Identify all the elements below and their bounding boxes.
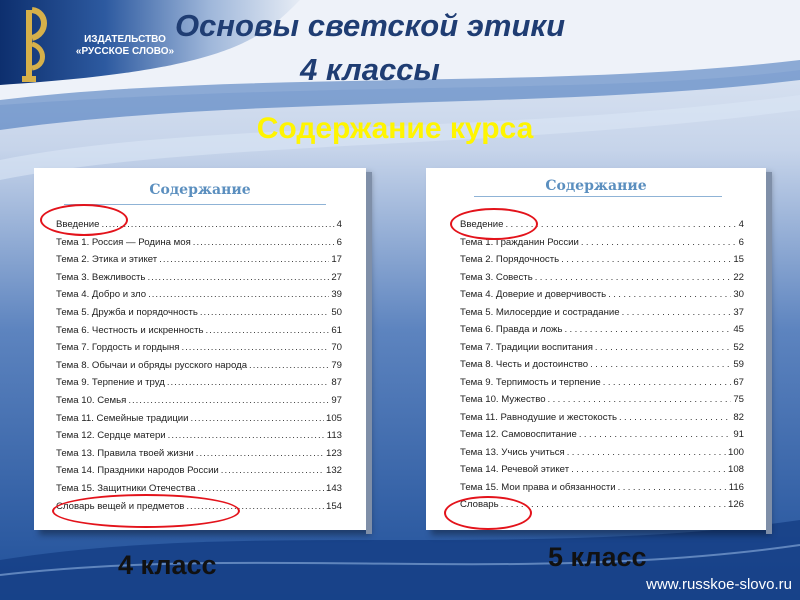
- heading-rule: [474, 196, 722, 197]
- toc-entry: [56, 304, 342, 322]
- toc-entry-page: 82: [733, 411, 744, 423]
- toc-entry-page: 6: [336, 236, 342, 248]
- toc-entry: [56, 374, 342, 392]
- toc-entry-title: Тема 6. Правда и ложь: [460, 324, 563, 335]
- toc-entry: [460, 461, 744, 479]
- website-link[interactable]: www.russkoe-slovo.ru: [646, 576, 792, 593]
- highlight-oval-intro: [450, 208, 538, 240]
- toc-entry-page: 143: [325, 482, 342, 494]
- toc-leader-dots: [548, 391, 732, 409]
- toc-entry-title: Тема 1. Гражданин России: [460, 236, 579, 248]
- toc-leader-dots: [168, 427, 325, 445]
- toc-leader-dots: [561, 251, 731, 269]
- toc-leader-dots: [148, 286, 329, 304]
- toc-entry-title: Тема 7. Гордость и гордыня: [56, 342, 180, 354]
- toc-entry: [56, 462, 342, 480]
- toc-entry-page: 91: [733, 429, 744, 440]
- toc-entry-title: Тема 2. Этика и этикет: [56, 254, 158, 266]
- toc-entry-page: 4: [738, 219, 744, 230]
- toc-entry: [56, 269, 342, 287]
- toc-entry: [460, 304, 744, 322]
- toc-leader-dots: [618, 479, 727, 497]
- slide-subtitle: Содержание курса: [256, 112, 534, 145]
- toc-entry-title: Тема 5. Дружба и порядочность: [56, 306, 198, 318]
- toc-entry: [56, 410, 342, 428]
- toc-leader-dots: [595, 339, 731, 357]
- toc-entry: [460, 391, 744, 409]
- toc-entry-page: 113: [326, 430, 342, 442]
- toc-entry-page: 75: [733, 394, 744, 405]
- toc-leader-dots: [128, 392, 329, 410]
- slide-title-grade: 4 классы: [300, 52, 440, 87]
- toc-entry: [460, 426, 744, 444]
- toc-entry-title: Тема 4. Доверие и доверчивость: [460, 289, 607, 300]
- publisher-logo: [12, 4, 52, 90]
- toc-leader-dots: [191, 410, 324, 428]
- toc-entry-page: 22: [733, 271, 744, 283]
- toc-entry: [56, 392, 342, 410]
- toc-leader-dots: [608, 286, 731, 304]
- toc-leader-dots: [101, 216, 334, 234]
- toc-leader-dots: [581, 234, 737, 252]
- toc-entry-title: Введение: [56, 219, 100, 230]
- toc-entry-page: 100: [727, 446, 744, 458]
- toc-entry-title: Тема 3. Вежливость: [56, 271, 146, 283]
- toc-entry-page: 50: [331, 306, 342, 318]
- toc-entry-title: Тема 2. Порядочность: [460, 254, 560, 265]
- toc-leader-dots: [622, 304, 732, 322]
- toc-entry-title: Тема 5. Милосердие и сострадание: [460, 306, 620, 318]
- highlight-oval-glossary: [52, 494, 240, 528]
- toc-entry-title: Тема 3. Совесть: [460, 271, 533, 283]
- toc-entry-page: 116: [728, 481, 744, 493]
- toc-entry-page: 154: [325, 500, 342, 512]
- toc-entry-page: 39: [331, 289, 342, 301]
- toc-leader-dots: [198, 480, 324, 498]
- toc-entry-page: 17: [331, 254, 342, 266]
- toc-leader-dots: [501, 496, 726, 514]
- toc-leader-dots: [167, 374, 330, 392]
- toc-heading: Содержание: [545, 178, 647, 194]
- toc-leader-dots: [564, 321, 731, 339]
- toc-entry: [56, 357, 342, 375]
- toc-entry-page: 59: [733, 359, 744, 370]
- toc-entry-title: Тема 12. Сердце матери: [56, 430, 166, 442]
- toc-entry: [460, 444, 744, 462]
- toc-entry-title: Тема 11. Равнодушие и жестокость: [460, 411, 617, 423]
- toc-entry-title: Тема 15. Защитники Отечества: [56, 482, 196, 494]
- toc-entry-title: Тема 14. Праздники народов России: [56, 465, 219, 477]
- toc-entry-page: 132: [325, 465, 342, 477]
- toc-entry-title: Словарь вещей и предметов: [56, 500, 185, 512]
- toc-entry-page: 4: [336, 219, 342, 230]
- toc-leader-dots: [147, 269, 329, 287]
- toc-entry: [460, 374, 744, 392]
- toc-leader-dots: [249, 357, 329, 375]
- toc-entry-page: 61: [331, 324, 342, 336]
- toc-entry: [56, 480, 342, 498]
- toc-entry-page: 52: [733, 341, 744, 353]
- slide-title: Основы светской этики: [174, 8, 566, 43]
- toc-leader-dots: [535, 269, 732, 287]
- toc-entry-title: Тема 8. Честь и достоинство: [460, 359, 589, 370]
- toc-entry-title: Тема 14. Речевой этикет: [460, 464, 570, 475]
- toc-entry-page: 105: [325, 412, 342, 424]
- toc-entry: [56, 445, 342, 463]
- toc-leader-dots: [571, 461, 726, 479]
- publisher-line-2: «РУССКОЕ СЛОВО»: [75, 46, 175, 57]
- toc-entry-page: 15: [733, 254, 744, 265]
- highlight-oval-glossary: [444, 496, 532, 530]
- toc-entry-title: Тема 7. Традиции воспитания: [460, 341, 593, 353]
- toc-entry-page: 27: [331, 271, 342, 283]
- toc-entry-title: Тема 13. Правила твоей жизни: [56, 447, 194, 459]
- grade-label-5: 5 класс: [548, 542, 647, 572]
- toc-entry: [460, 269, 744, 287]
- toc-entry: [460, 339, 744, 357]
- toc-entry-page: 126: [727, 499, 744, 510]
- toc-leader-dots: [200, 304, 329, 322]
- publisher-line-1: ИЗДАТЕЛЬСТВО: [84, 34, 166, 45]
- toc-entry-title: Введение: [460, 219, 504, 230]
- toc-entry: [56, 339, 342, 357]
- toc-leader-dots: [619, 409, 731, 427]
- toc-list: [460, 216, 744, 514]
- toc-entry-page: 70: [331, 342, 342, 354]
- toc-leader-dots: [567, 444, 726, 462]
- toc-entry-page: 108: [727, 464, 744, 475]
- toc-entry-title: Тема 1. Россия — Родина моя: [56, 236, 191, 248]
- toc-entry: [56, 234, 342, 252]
- toc-entry-page: 45: [733, 324, 744, 335]
- toc-entry: [460, 251, 744, 269]
- toc-entry: [460, 286, 744, 304]
- toc-entry-title: Тема 10. Мужество: [460, 394, 546, 405]
- toc-list: [56, 216, 342, 515]
- toc-entry-page: 79: [331, 359, 342, 371]
- toc-leader-dots: [603, 374, 732, 392]
- toc-entry-title: Тема 9. Терпение и труд: [56, 377, 165, 389]
- toc-entry: [56, 427, 342, 445]
- toc-leader-dots: [206, 322, 330, 340]
- toc-leader-dots: [221, 462, 324, 480]
- toc-entry-page: 123: [325, 447, 342, 459]
- toc-entry: [460, 321, 744, 339]
- toc-entry-title: Тема 8. Обычаи и обряды русского народа: [56, 359, 248, 371]
- toc-leader-dots: [590, 356, 731, 374]
- toc-entry-title: Тема 4. Добро и зло: [56, 289, 147, 301]
- toc-entry-page: 30: [733, 289, 744, 300]
- toc-entry-title: Тема 6. Честность и искренность: [56, 324, 204, 336]
- toc-entry-title: Словарь: [460, 499, 499, 510]
- toc-leader-dots: [196, 445, 324, 463]
- toc-entry-page: 37: [733, 306, 744, 318]
- toc-heading: Содержание: [149, 182, 251, 198]
- toc-entry-title: Тема 12. Самовоспитание: [460, 429, 577, 440]
- toc-entry-page: 97: [331, 394, 342, 406]
- toc-entry: [56, 322, 342, 340]
- toc-entry-title: Тема 10. Семья: [56, 394, 127, 406]
- toc-leader-dots: [193, 234, 335, 252]
- highlight-oval-intro: [40, 204, 128, 236]
- toc-entry-page: 67: [733, 376, 744, 388]
- toc-leader-dots: [181, 339, 329, 357]
- toc-entry: [460, 356, 744, 374]
- toc-entry: [460, 409, 744, 427]
- toc-leader-dots: [505, 216, 736, 234]
- toc-entry: [460, 479, 744, 497]
- toc-entry-page: 6: [738, 236, 744, 248]
- toc-entry-title: Тема 11. Семейные традиции: [56, 412, 189, 424]
- toc-entry-title: Тема 15. Мои права и обязанности: [460, 481, 616, 493]
- toc-entry-title: Тема 13. Учись учиться: [460, 446, 565, 458]
- toc-leader-dots: [159, 251, 329, 269]
- toc-entry-title: Тема 9. Терпимость и терпение: [460, 376, 601, 388]
- grade-label-4: 4 класс: [118, 550, 217, 580]
- toc-entry: [56, 251, 342, 269]
- toc-entry-page: 87: [331, 377, 342, 389]
- toc-entry: [56, 286, 342, 304]
- toc-leader-dots: [579, 426, 731, 444]
